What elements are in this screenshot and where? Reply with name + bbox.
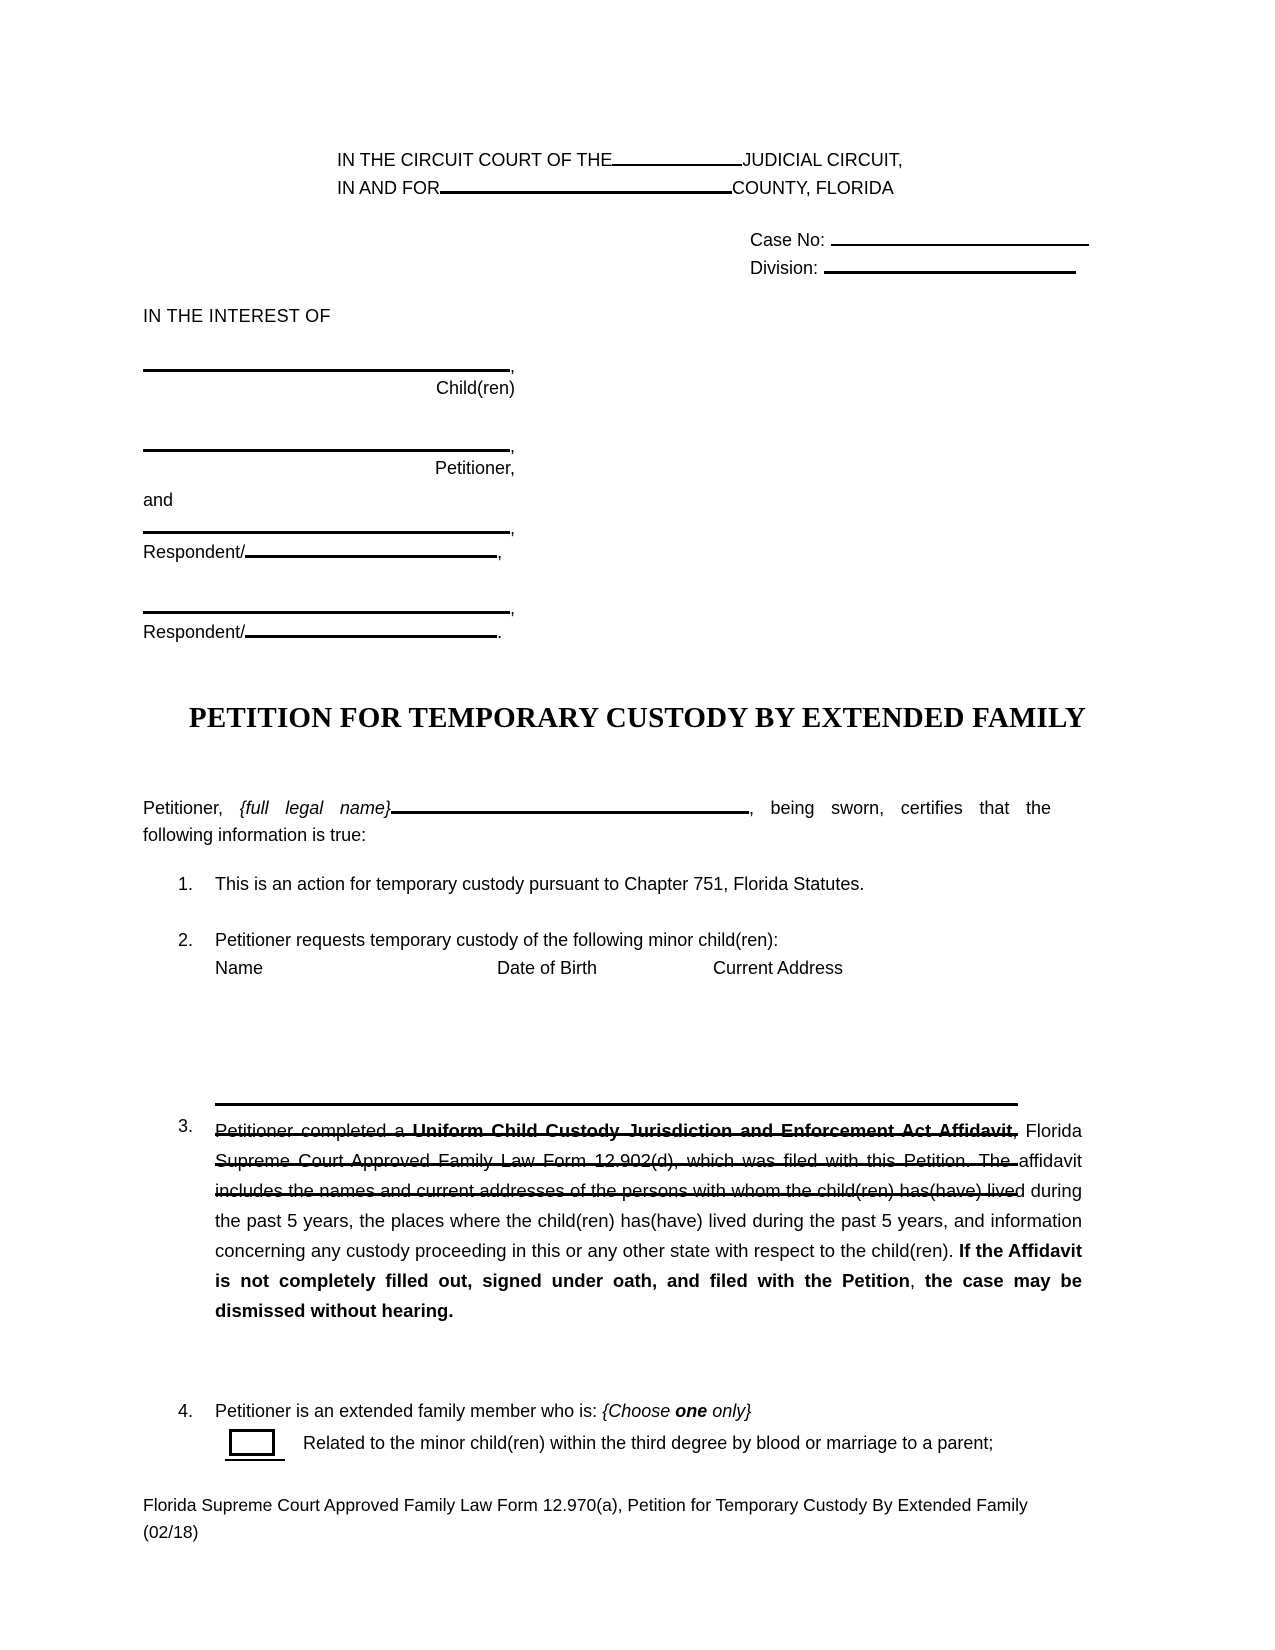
respondent2-label: Respondent/: [143, 622, 246, 642]
item-1-number: 1.: [178, 874, 194, 894]
judicial-circuit-blank[interactable]: [612, 147, 742, 166]
respondent1-punct: ,: [497, 542, 503, 562]
children-table-header: [215, 955, 1082, 982]
child-row-blank-1[interactable]: [215, 1076, 1018, 1106]
item-4: [143, 1398, 1082, 1464]
item-4-option-1-text: Related to the minor child(ren) within the third degree by blood or marriage to a parent;: [303, 1433, 994, 1453]
form-footer: [143, 1492, 1103, 1546]
respondent1-label: Respondent/: [143, 542, 246, 562]
item-3-warning-part-2: the case may be dismissed without hearing.: [215, 1270, 1082, 1321]
choose-open: {Choose: [602, 1401, 676, 1421]
case-no-blank[interactable]: [831, 227, 1089, 246]
item-3: [143, 1116, 1082, 1326]
option1-checkbox[interactable]: [229, 1429, 275, 1456]
full-legal-name-hint: {full legal name}: [239, 798, 391, 818]
case-block: [750, 226, 1089, 282]
intro-after-blank: , being sworn, certifies that the: [748, 798, 1052, 818]
respondent1-relationship-blank[interactable]: [245, 538, 497, 558]
item-4-lead-line: [143, 1398, 1082, 1425]
choose-close: only}: [707, 1401, 752, 1421]
petitioner-label: Petitioner,: [434, 458, 515, 478]
respondent1-row: [143, 538, 502, 563]
column-header-date-of-birth: Date of Birth: [497, 958, 598, 978]
respondent2-name-blank[interactable]: [143, 594, 510, 614]
court-header-line-2: [337, 174, 903, 202]
respondent2-relationship-blank[interactable]: [245, 618, 497, 638]
respondent2-punct: .: [497, 622, 503, 642]
court-line2-right: COUNTY, FLORIDA: [732, 178, 894, 198]
court-header: [337, 146, 903, 202]
choose-one-only-hint: [602, 1401, 751, 1421]
item-4-option-1-row: [143, 1428, 1082, 1464]
column-header-name: Name: [215, 958, 264, 978]
column-header-current-address: Current Address: [713, 958, 844, 978]
item-3-seg-3: , Florida Supreme Court Approved Family Law Form 12.902(d), which was filed with this Petition. The affidavit includes the names and current addresses of the persons with whom the child(ren) has(have) lived during the past 5 years, the places where the child(ren) has(have) lived during the past 5 years, and information concerning any custody proceeding in this or any other state with respect to the child(ren).: [215, 1120, 1083, 1261]
court-line1-left: IN THE CIRCUIT COURT OF THE: [337, 150, 613, 170]
choose-one: one: [675, 1401, 708, 1421]
item-3-seg-5: ,: [909, 1270, 925, 1291]
case-no-row: [750, 226, 1089, 254]
footer-line-1: Florida Supreme Court Approved Family Law Form 12.970(a), Petition for Temporary Custody By Extended Family: [143, 1495, 1028, 1515]
and-label: and: [143, 490, 174, 510]
petitioner-name-row: [143, 432, 515, 457]
intro-lead: Petitioner,: [143, 798, 240, 818]
intro-paragraph: [143, 794, 1051, 849]
petitioner-name-blank[interactable]: [143, 432, 510, 452]
item-2-text: Petitioner requests temporary custody of the following minor child(ren):: [215, 930, 779, 950]
division-label: Division:: [750, 258, 819, 278]
option1-checkbox-line: [225, 1459, 285, 1461]
children-label: Child(ren): [435, 378, 515, 398]
item-1-text: This is an action for temporary custody pursuant to Chapter 751, Florida Statutes.: [215, 874, 865, 894]
item-3-seg-1: Petitioner completed a: [215, 1120, 413, 1141]
respondent2-row: [143, 618, 502, 643]
respondent1-name-row: [143, 514, 515, 539]
in-the-interest-of-heading: IN THE INTEREST OF: [143, 306, 331, 326]
comma: ,: [510, 436, 516, 456]
county-blank[interactable]: [440, 174, 732, 194]
item-2: [143, 927, 1082, 982]
respondent1-name-blank[interactable]: [143, 514, 510, 534]
item-4-number: 4.: [178, 1401, 194, 1421]
division-blank[interactable]: [824, 254, 1076, 274]
court-header-line-1: [337, 146, 903, 174]
comma: ,: [510, 518, 516, 538]
item-3-warning-part-1: If the Affidavit is not completely filled out, signed under oath, and filed with the Petition: [215, 1240, 1082, 1291]
document-title: PETITION FOR TEMPORARY CUSTODY BY EXTENDED FAMILY: [188, 702, 1087, 734]
comma: ,: [510, 598, 516, 618]
comma: ,: [510, 356, 516, 376]
court-line1-right: JUDICIAL CIRCUIT,: [742, 150, 903, 170]
item-1: [143, 874, 1082, 895]
case-no-label: Case No:: [750, 230, 826, 250]
court-line2-left: IN AND FOR: [337, 178, 441, 198]
item-2-number: 2.: [178, 930, 194, 950]
full-legal-name-blank[interactable]: [391, 794, 749, 814]
footer-line-2: (02/18): [143, 1522, 199, 1542]
item-3-number: 3.: [178, 1116, 194, 1136]
intro-line-2: following information is true:: [143, 825, 367, 845]
item-4-lead: Petitioner is an extended family member who is:: [215, 1401, 603, 1421]
division-row: [750, 254, 1089, 282]
children-name-row: [143, 352, 515, 377]
item-3-affidavit-title: Uniform Child Custody Jurisdiction and Enforcement Act Affidavit: [412, 1120, 1013, 1141]
respondent2-name-row: [143, 594, 515, 619]
children-name-blank[interactable]: [143, 352, 510, 372]
intro-line-1: [143, 794, 1051, 822]
item-3-text: [143, 1116, 1082, 1326]
